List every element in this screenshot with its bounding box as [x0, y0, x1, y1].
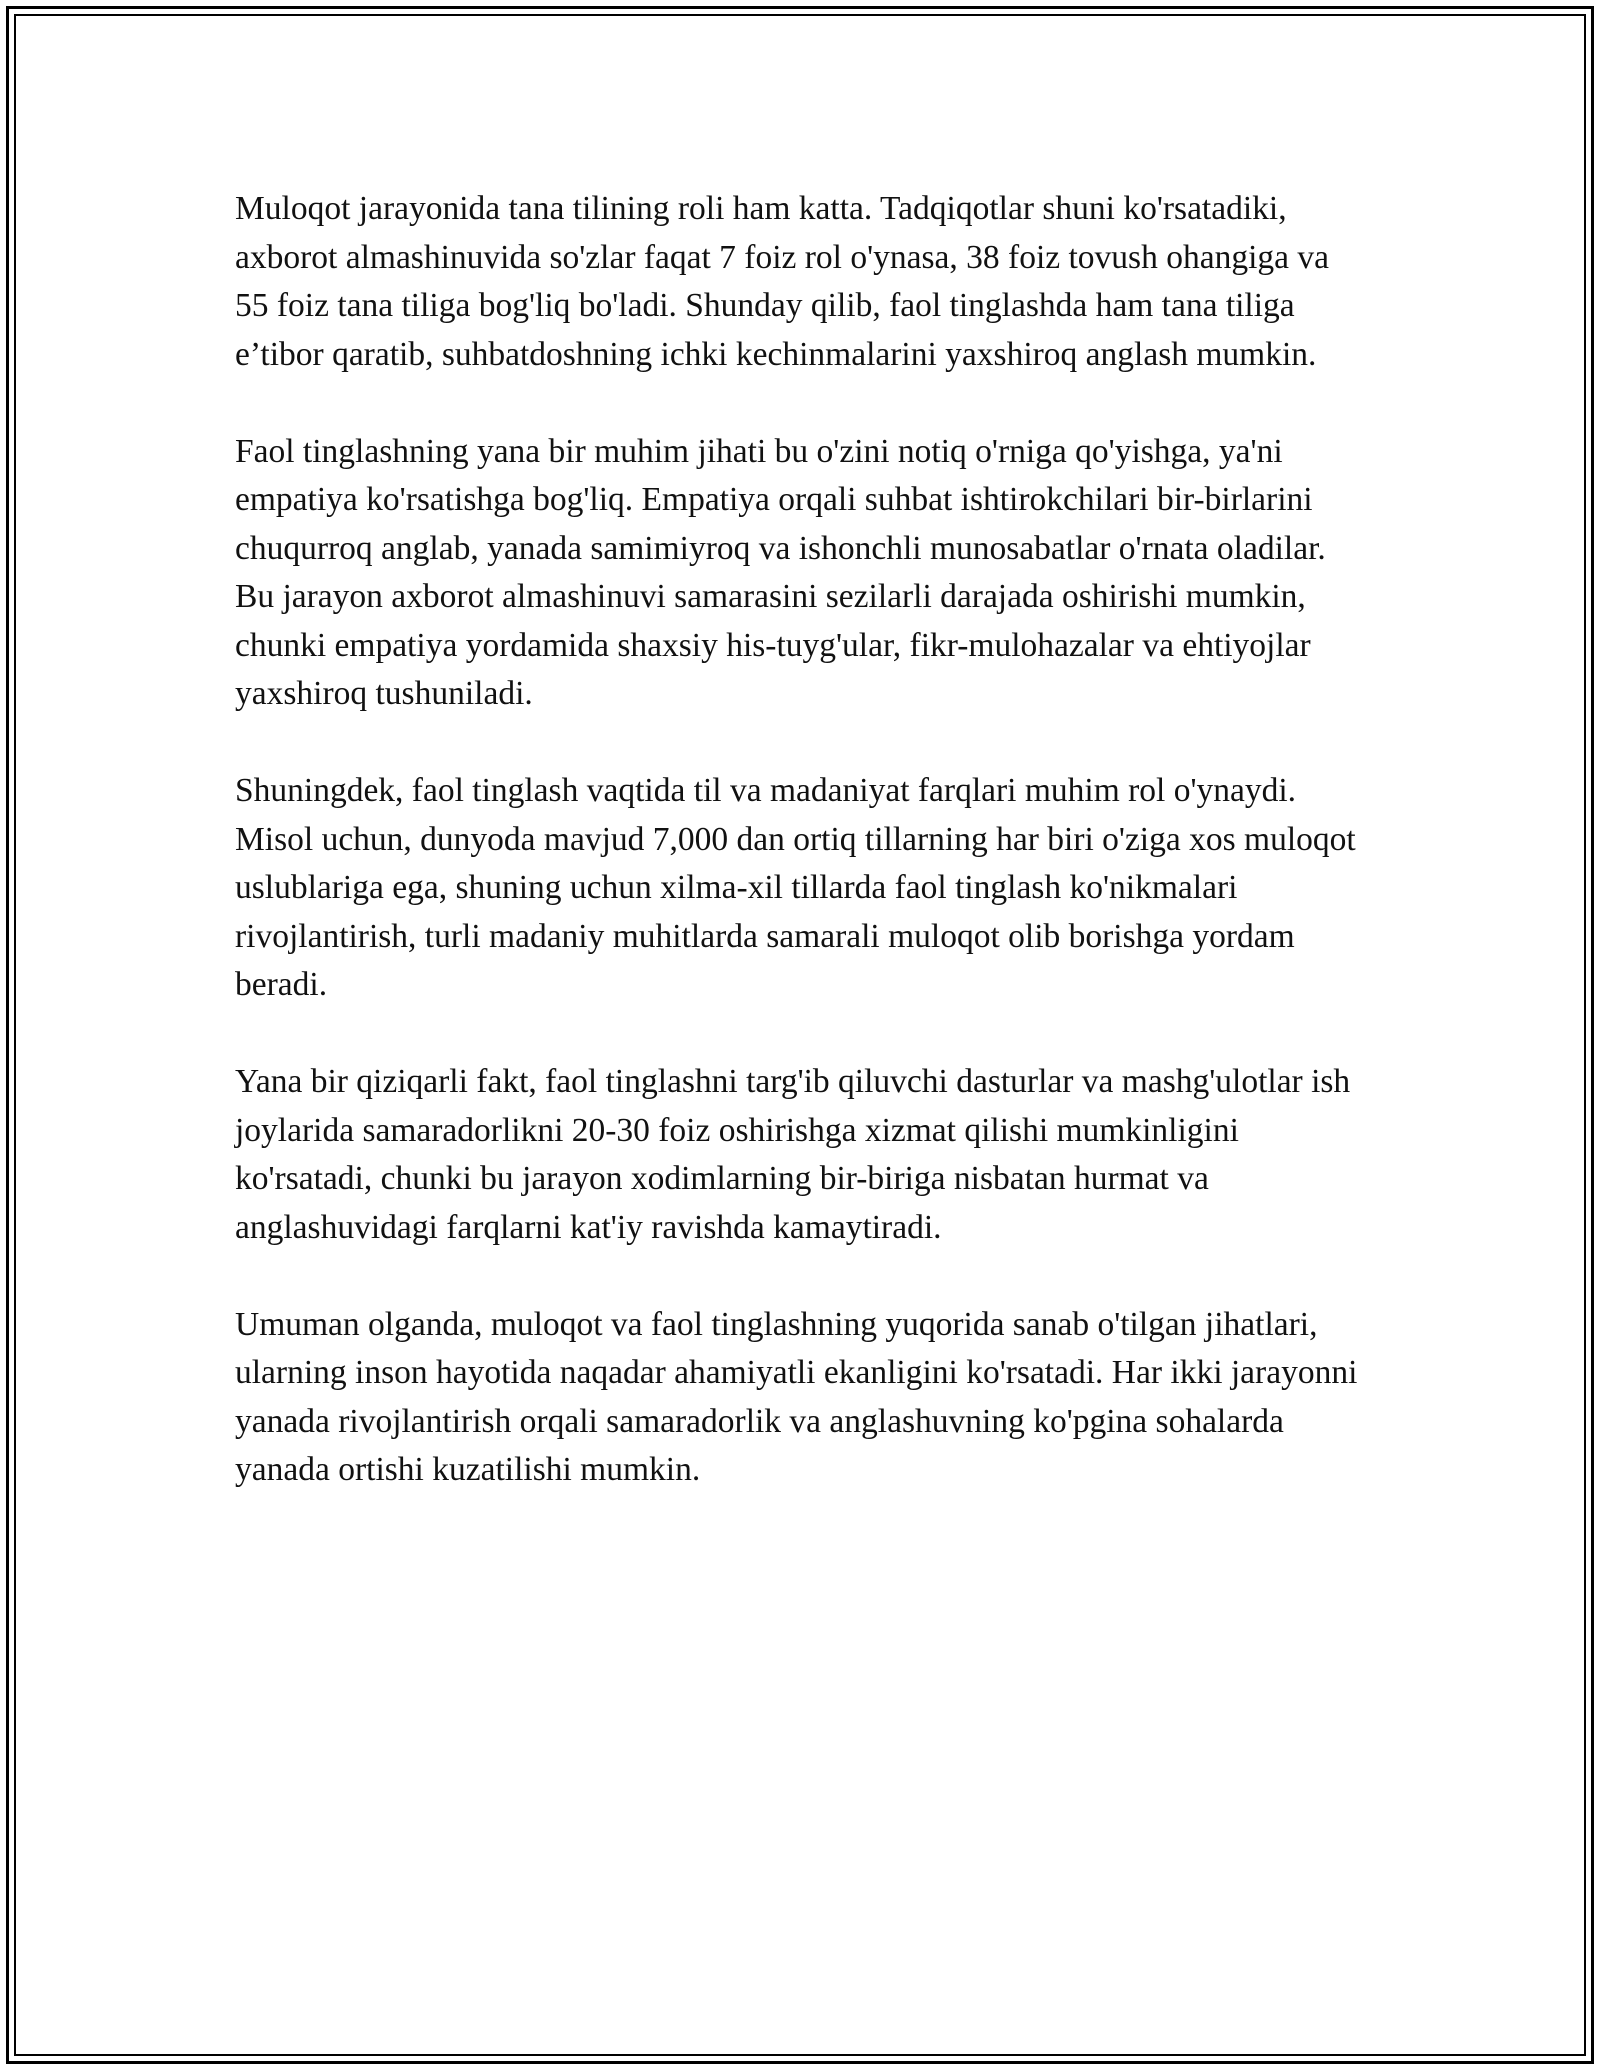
paragraph-conclusion: Umuman olganda, muloqot va faol tinglashning yuqorida sanab o'tilgan jihatlari, ularning inson hayotida naqadar ahamiyatli ekanligini ko'rsatadi. Har ikki jarayonni yanada rivojlantirish orqali samaradorlik va anglashuvning ko'pgina sohalarda yanada ortishi kuzatilishi mumkin. — [235, 1305, 1358, 1488]
paragraph-body-language: Muloqot jarayonida tana tilining roli ham katta. Tadqiqotlar shuni ko'rsatadiki, axborot almashinuvida so'zlar faqat 7 foiz rol o'ynasa, 38 foiz tovush ohangiga va 55 foiz tana tiliga bog'liq bo'ladi. Shunday qilib, faol tinglashda ham tana tiliga e’tibor qaratib, suhbatdoshning ichki kechinmalarini yaxshiroq anglash mumkin. — [235, 190, 1330, 373]
paragraph-language-culture: Shuningdek, faol tinglash vaqtida til va madaniyat farqlari muhim rol o'ynaydi. Misol uchun, dunyoda mavjud 7,000 dan ortiq tillarning har biri o'ziga xos muloqot uslublariga ega, shuning uchun xilma-xil tillarda faol tinglash ko'nikmalari rivojlantirish, turli madaniy muhitlarda samarali muloqot olib borishga yordam beradi. — [235, 772, 1356, 1003]
paragraph-workplace-fact: Yana bir qiziqarli fakt, faol tinglashni targ'ib qiluvchi dasturlar va mashg'ulotlar ish joylarida samaradorlikni 20-30 foiz oshirishga xizmat qilishi mumkinligini ko'rsatadi, chunki bu jarayon xodimlarning bir-biriga nisbatan hurmat va anglashuvidagi farqlarni kat'iy ravishda kamaytiradi. — [235, 1063, 1351, 1246]
paragraph-empathy: Faol tinglashning yana bir muhim jihati bu o'zini notiq o'rniga qo'yishga, ya'ni empatiya ko'rsatishga bog'liq. Empatiya orqali suhbat ishtirokchilari bir-birlarini chuqurroq anglab, yanada samimiyroq va ishonchli munosabatlar o'rnata oladilar. Bu jarayon axborot almashinuvi samarasini sezilarli darajada oshirishi mumkin, chunki empatiya yordamida shaxsiy his-tuyg'ular, fikr-mulohazalar va ehtiyojlar yaxshiroq tushuniladi. — [235, 432, 1326, 712]
document-body — [235, 185, 1370, 1543]
